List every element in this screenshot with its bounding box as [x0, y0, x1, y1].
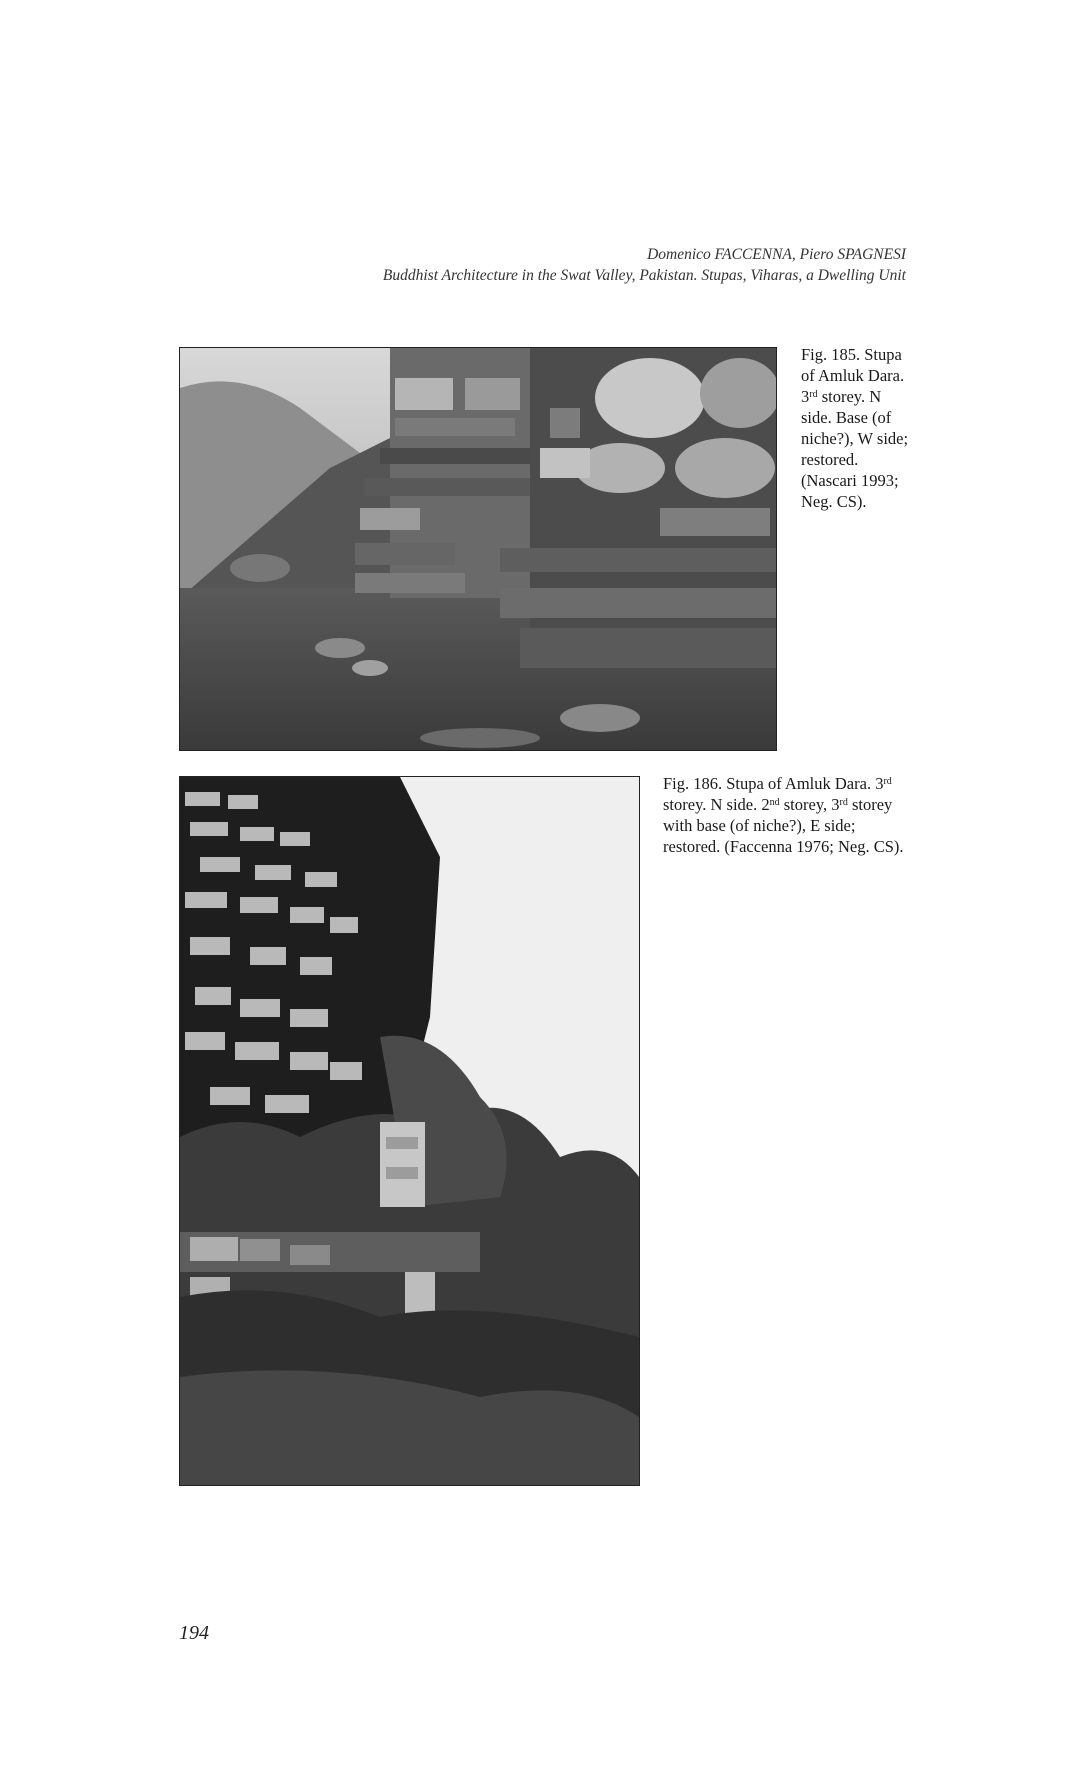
figure-185-photo	[179, 347, 777, 751]
figure-185-caption: Fig. 185. Stupa of Amluk Dara. 3rd storey. N side. Base (of niche?), W side; restored. (Nascari 1993; Neg. CS).	[801, 345, 909, 511]
figure-186-photo	[179, 776, 640, 1486]
header-book-title: Buddhist Architecture in the Swat Valley, Pakistan. Stupas, Viharas, a Dwelling Unit	[382, 267, 906, 284]
running-header	[383, 244, 906, 286]
page-number: 194	[179, 1622, 209, 1644]
figure-186-caption: Fig. 186. Stupa of Amluk Dara. 3rd storey. N side. 2nd storey, 3rd storey with base (of niche?), E side; restored. (Faccenna 1976; Neg. CS).	[663, 774, 904, 856]
header-authors: Domenico FACCENNA, Piero SPAGNESI	[647, 246, 906, 263]
